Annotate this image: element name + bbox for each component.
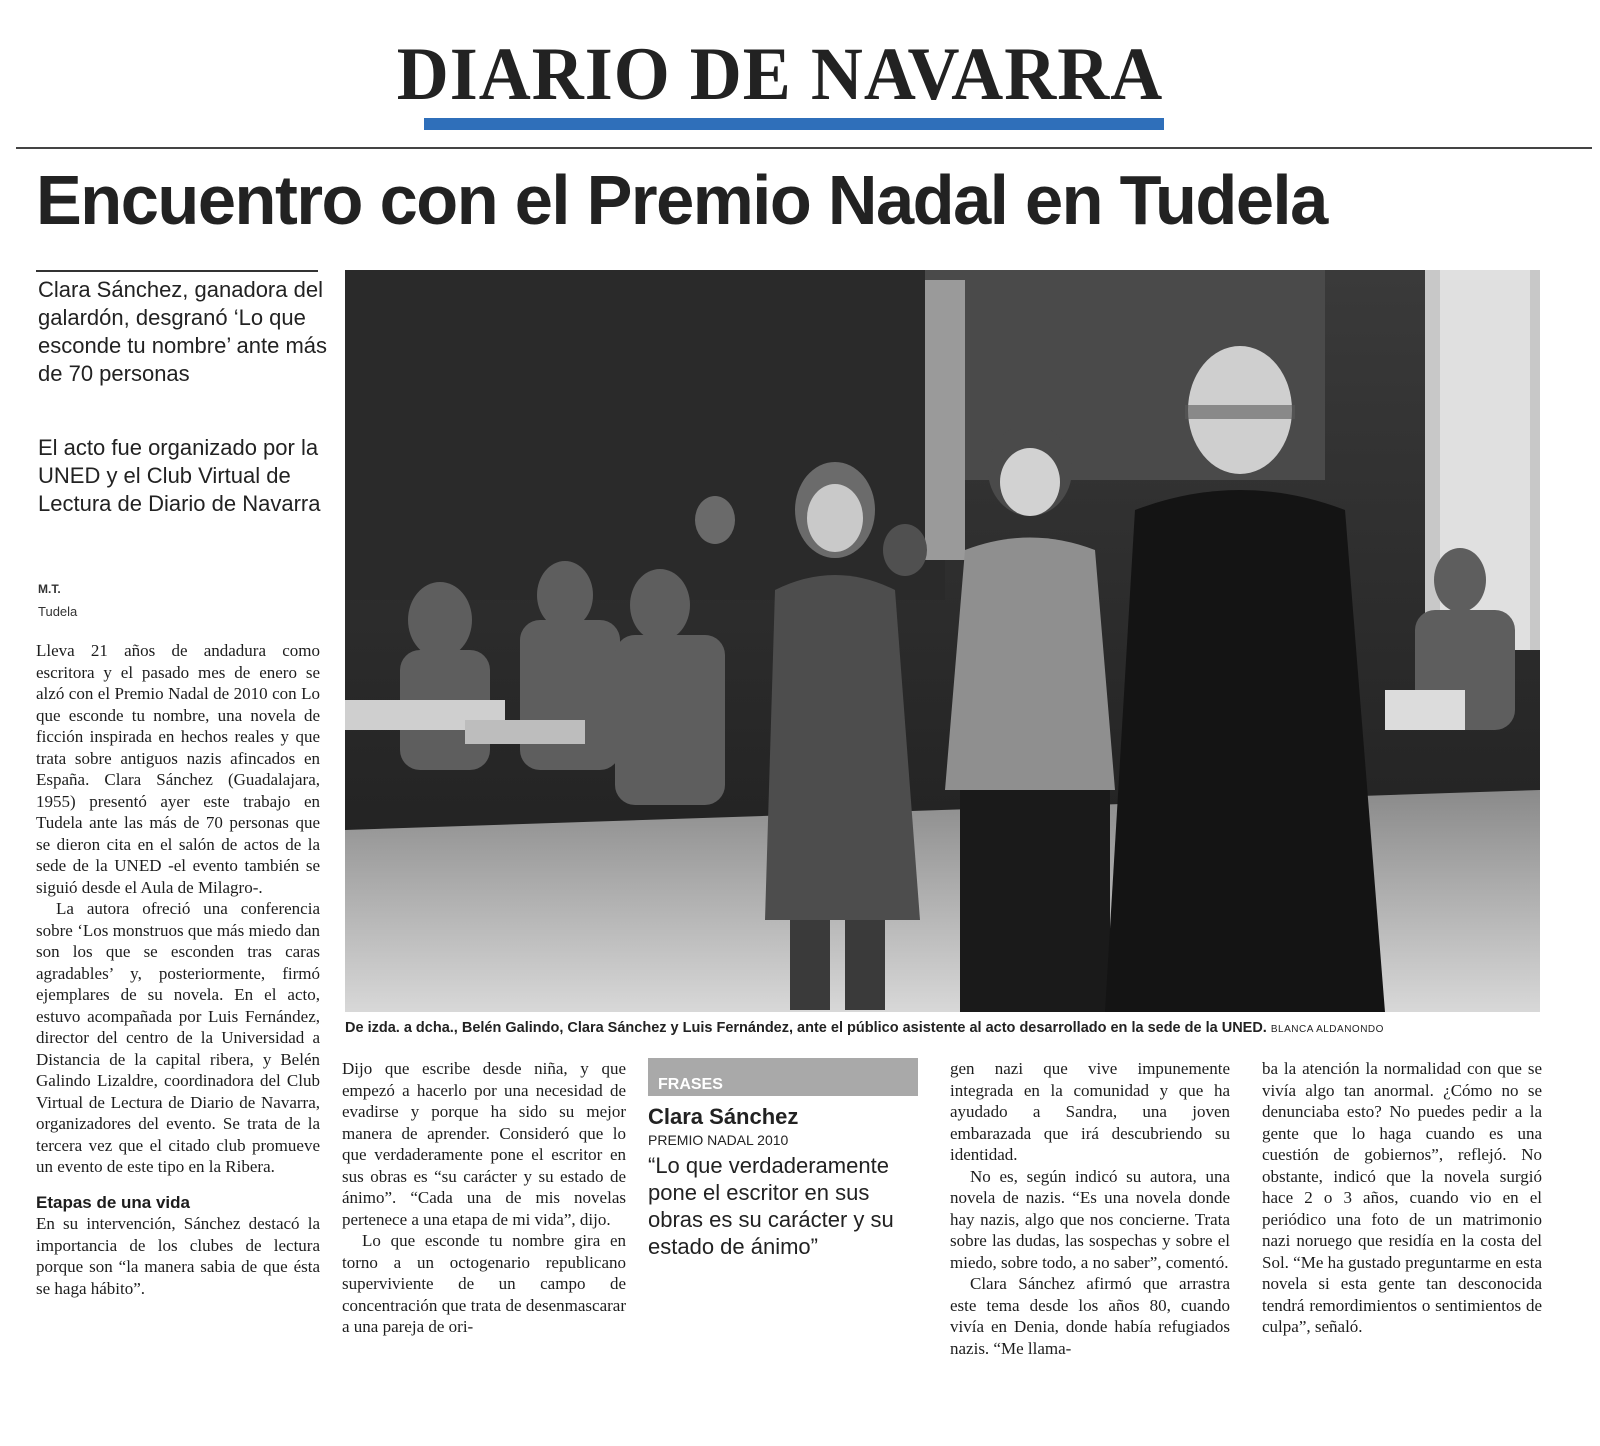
paragraph: En su intervención, Sánchez destacó la importancia de los clubes de lectura porque son “la manera sabia de que ésta se haga hábito”.	[36, 1214, 320, 1298]
paragraph: Clara Sánchez afirmó que arrastra este tema desde los años 80, cuando vivía en Denia, donde había refugiados nazis. “Me llama-	[950, 1274, 1230, 1358]
paragraph: Dijo que escribe desde niña, y que empezó a hacerlo por una necesidad de evadirse y porque ha sido su mejor manera de aprender. Consideró que lo que verdaderamente pone el escritor en sus obras es “su carácter y su estado de ánimo”. “Cada una de mis novelas pertenece a una etapa de mi vida”, dijo.	[342, 1059, 626, 1229]
body-column-2	[342, 1058, 626, 1338]
dateline: Tudela	[38, 604, 78, 619]
quote-label-bar	[648, 1058, 918, 1096]
photo-credit: BLANCA ALDANONDO	[1270, 1024, 1384, 1035]
paragraph: ba la atención la normalidad con que se vivía algo tan anormal. ¿Cómo no se denunciaba esto? No puedes pedir a la gente que lo haga cuando es una cuestión de gobiernos”, reflejó. No obstante, indicó que la novela surgió hace 2 o 3 años, cuando vio en el periódico una foto de un matrimonio nazi noruego que residía en la costa del Sol. “Me ha gustado preguntarme en esta novela si esta gente tan desconocida tendrá remordimientos o sentimientos de culpa”, señaló.	[1262, 1059, 1542, 1336]
article-subhead-1: Clara Sánchez, ganadora del galardón, desgranó ‘Lo que esconde tu nombre’ ante más de 70 personas	[38, 277, 328, 386]
paragraph: No es, según indicó su autora, una novela de nazis. “Es una novela donde hay nazis, algo que nos concierne. Trata sobre las dudas, las sospechas y sobre el miedo, sobre todo, a no saber”, comentó.	[950, 1166, 1230, 1272]
article-subhead-2: El acto fue organizado por la UNED y el Club Virtual de Lectura de Diario de Navarra	[38, 435, 321, 516]
article-photo	[345, 270, 1540, 1012]
brand-bar	[424, 118, 1164, 130]
masthead-text: DIARIO DE NAVARRA	[396, 32, 1164, 116]
caption-text: De izda. a dcha., Belén Galindo, Clara Sánchez y Luis Fernández, ante el público asistente al acto desarrollado en la sede de la UNED.	[345, 1020, 1267, 1036]
subhead-divider	[36, 270, 318, 272]
quote-label: FRASES	[658, 1076, 723, 1093]
quote-text: “Lo que verdaderamente pone el escritor en sus obras es su carácter y su estado de ánimo”	[648, 1153, 894, 1259]
paragraph: Lo que esconde tu nombre gira en torno a un octogenario republicano superviviente de un campo de concentración que trata de desenmascarar a una pareja de ori-	[342, 1231, 626, 1336]
photo-caption	[345, 1020, 1545, 1036]
quote-box	[648, 1058, 918, 1260]
paragraph: Lleva 21 años de andadura como escritora y el pasado mes de enero se alzó con el Premio Nadal de 2010 con Lo que esconde tu nombre, una novela de ficción inspirada en hechos reales y que trata sobre antiguos nazis afincados en España. Clara Sánchez (Guadalajara, 1955) presentó ayer este trabajo en Tudela ante las más de 70 personas que se dieron cita en el salón de actos de la sede de la UNED -el evento también se siguió desde el Aula de Milagro-.	[36, 641, 320, 897]
quote-author-role: PREMIO NADAL 2010	[648, 1132, 789, 1148]
top-divider	[16, 147, 1592, 149]
paragraph: gen nazi que vive impunemente integrada en la comunidad y que ha ayudado a Sandra, una joven embarazada que irá descubriendo su identidad.	[950, 1059, 1230, 1164]
body-column-5	[1262, 1058, 1542, 1338]
body-column-1	[36, 640, 320, 1299]
body-column-4	[950, 1058, 1230, 1359]
masthead-title	[0, 32, 1600, 116]
article-headline: Encuentro con el Premio Nadal en Tudela	[36, 161, 1327, 239]
byline: M.T.	[38, 582, 61, 596]
paragraph: La autora ofreció una conferencia sobre ‘Los monstruos que más miedo dan son los que se esconden tras caras agradables’ y, posteriormente, firmó ejemplares de su novela. En el acto, estuvo acompañada por Luis Fernández, director del centro de la Universidad a Distancia de la capital ribera, y Belén Galindo Lizaldre, coordinadora del Club Virtual de Lectura de Diario de Navarra, organizadores del evento. Se trata de la tercera vez que el citado club promueve un evento de este tipo en la Ribera.	[36, 899, 320, 1176]
section-heading: Etapas de una vida	[36, 1192, 190, 1212]
photo-illustration	[345, 270, 1540, 1012]
quote-author: Clara Sánchez	[648, 1104, 799, 1129]
